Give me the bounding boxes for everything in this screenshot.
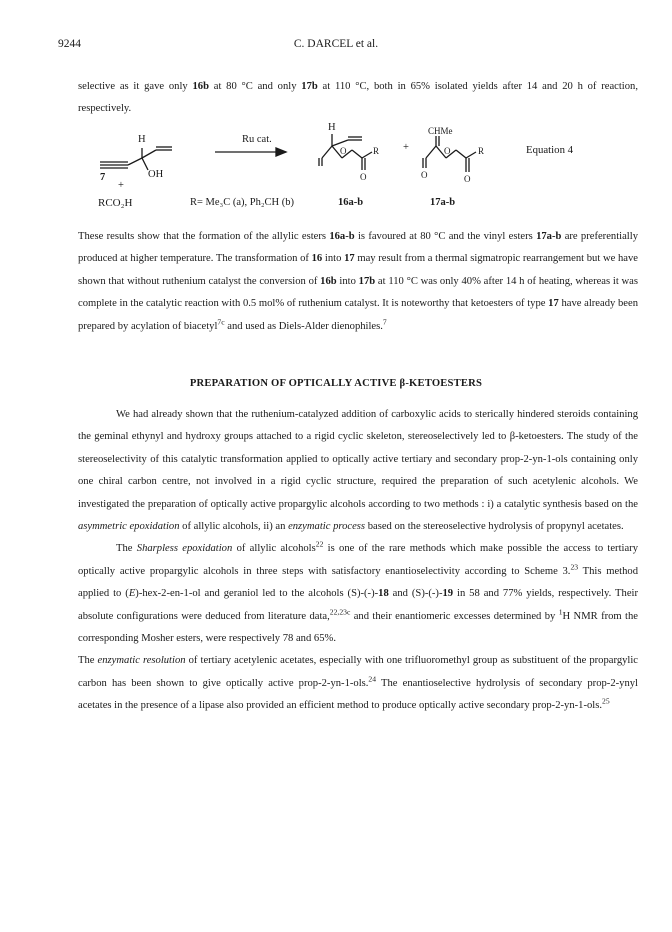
label-chme: CHMe bbox=[428, 126, 453, 136]
label-h-16: H bbox=[328, 122, 336, 133]
compound-17-label: 17a-b bbox=[430, 197, 456, 208]
paragraph-intro: selective as it gave only 16b at 80 °C and only 17b at 110 °C, both in 65% isolated yields after 14 and 20 h of reaction, respectively. bbox=[78, 81, 638, 115]
label-ring-o-17: O bbox=[444, 146, 451, 156]
paragraph-methods: We had already shown that the ruthenium-catalyzed addition of carboxylic acids to sterically hindered steroids containing the geminal ethynyl and hydroxy groups attached to a rigid cyclic skeleton, stereoselectively led to β-ketoesters. The study of the stereoselectivity of this catalytic transformation applied to optically active tertiary and secondary prop-2-yn-1-ols containing only one chiral carbon centre, not involved in a rigid cyclic structure, required the preparation of such acetylenic alcohols. We investigated the preparation of optically active propargylic alcohols according to two methods : i) a catalytic synthesis based on the asymmetric epoxidation of allylic alcohols, ii) an enzymatic process based on the stereoselective hydrolysis of propynyl acetates. bbox=[78, 409, 638, 533]
section-body bbox=[78, 404, 638, 718]
plus-sign-1: + bbox=[118, 180, 124, 191]
page-header bbox=[0, 38, 672, 54]
reaction-scheme bbox=[90, 122, 650, 222]
catalyst-label: Ru cat. bbox=[242, 134, 272, 145]
label-r-17: R bbox=[478, 146, 485, 156]
page-number: 9244 bbox=[58, 38, 81, 50]
equation-label: Equation 4 bbox=[526, 144, 574, 156]
compound-7-label: 7 bbox=[100, 172, 106, 183]
plus-sign-2: + bbox=[403, 142, 409, 153]
r-definition: R= Me₃C (a), Ph₂CH (b) bbox=[190, 197, 294, 208]
scheme-structures bbox=[90, 122, 650, 222]
results-paragraph bbox=[78, 226, 638, 338]
carboxylic-acid-label: RCO₂H bbox=[98, 197, 133, 209]
section-heading: PREPARATION OF OPTICALLY ACTIVE β-KETOESTERS bbox=[189, 378, 483, 389]
running-head: C. DARCEL et al. bbox=[293, 38, 379, 50]
label-carbonyl-o-16: O bbox=[360, 172, 367, 182]
compound-16-label: 16a-b bbox=[338, 197, 364, 208]
label-r-16: R bbox=[373, 146, 380, 156]
label-ring-o-16: O bbox=[340, 146, 347, 156]
paragraph-enzymatic: The enzymatic resolution of tertiary acetylenic acetates, especially with one trifluoromethyl group as substituent of the propargylic carbon has been shown to give optically active prop-2-yn-1-ols.$^{24}$ The enantioselective hydrolysis of secondary prop-2-ynyl acetates in the presence of a lipase also provided an efficient method to produce optically active secondary prop-2-yn-1-ols.$^{25}$ bbox=[78, 655, 638, 712]
label-h-7: H bbox=[138, 134, 146, 145]
label-oh: OH bbox=[148, 169, 164, 180]
paragraph-sharpless: The Sharpless epoxidation of allylic alcohols$^{22}$ is one of the rare methods which make possible the access to tertiary optically active propargylic alcohols in three steps with satisfactory enantioselectivity according to Scheme 3.23 This method applied to (E)-hex-2-en-1-ol and geraniol led to the alcohols (S)-(-)-18 and (S)-(-)-19 in 58 and 77% yields, respectively. Their absolute configurations were deduced from literature data,$^{22,23c}$ and their enantiomeric excesses determined by $^1$H NMR from the corresponding Mosher esters, were respectively 78 and 65%. bbox=[78, 539, 639, 645]
intro-paragraph bbox=[78, 76, 638, 121]
label-carbonyl-o-17b: O bbox=[464, 174, 471, 184]
paragraph-results: These results show that the formation of the allylic esters 16a-b is favoured at 80 °C and the vinyl esters 17a-b are preferentially produced at higher temperature. The transformation of 16 into 17 may result from a thermal sigmatropic rearrangement but we have shown that without ruthenium catalyst the conversion of 16b into 17b at 110 °C was only 40% after 14 h of heating, whereas it was complete in the catalytic reaction with 0.5 mol% of ruthenium catalyst. It is noteworthy that ketoesters of type 17 have already been prepared by acylation of biacetyl$^{7c}$ and used as Diels-Alder dienophiles.$^7$ bbox=[78, 231, 639, 332]
label-carbonyl-o-17a: O bbox=[421, 170, 428, 180]
